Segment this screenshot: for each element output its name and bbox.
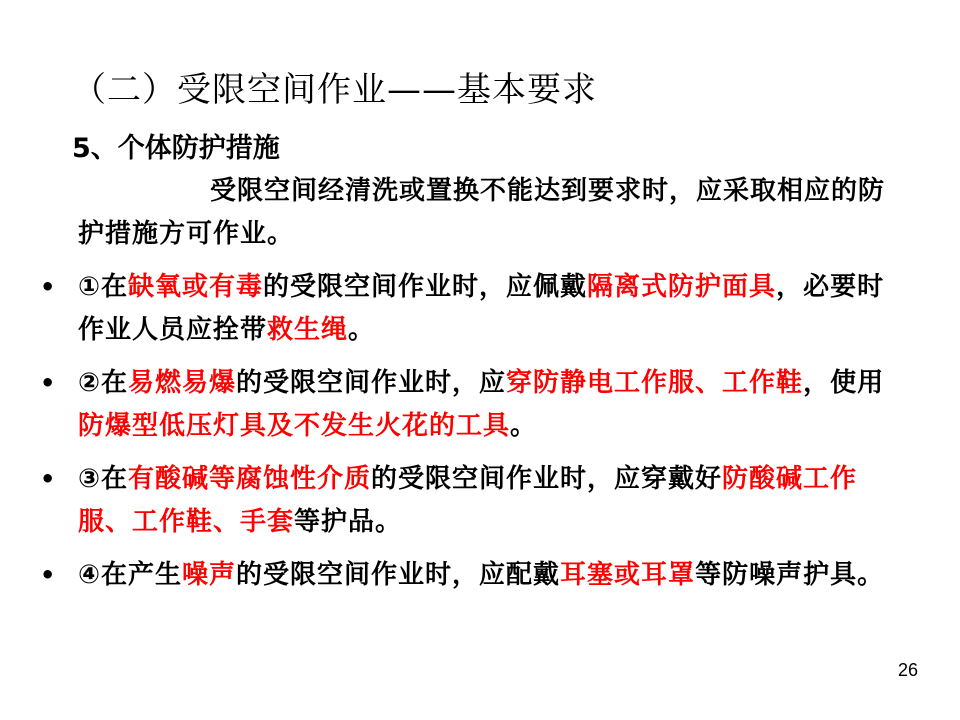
text-run: 的受限空间作业时，应佩戴 — [263, 272, 588, 302]
text-run-emphasis: 耳塞或耳罩 — [560, 560, 696, 590]
text-run-emphasis: 防爆型低压灯具及不发生火花的工具 — [78, 411, 511, 441]
text-run-emphasis: 隔离式防护面具 — [587, 272, 777, 302]
text-run-emphasis: 有酸碱等腐蚀性介质 — [128, 464, 372, 494]
slide-title: （二）受限空间作业——基本要求 — [72, 70, 597, 110]
text-run: 等防噪声护具。 — [695, 560, 885, 590]
text-run-emphasis: 易燃易爆 — [128, 368, 237, 398]
bullet-item — [40, 362, 910, 448]
text-run: 的受限空间作业时，应配戴 — [236, 560, 561, 590]
text-run: ②在 — [78, 368, 129, 398]
text-run-emphasis: 噪声 — [182, 560, 237, 590]
bullet-list — [40, 266, 910, 607]
bullet-dot: • — [40, 465, 57, 493]
text-run: 的受限空间作业时，应 — [236, 368, 507, 398]
text-run-emphasis: 缺氧或有毒 — [128, 272, 264, 302]
text-run: ④在产生 — [78, 560, 183, 590]
text-run-emphasis: 救生绳 — [267, 315, 349, 345]
text-run: 。 — [510, 411, 538, 441]
text-run-emphasis: 防酸碱工作服、工作鞋、手套 — [78, 464, 858, 537]
bullet-item — [40, 458, 910, 544]
text-run: 等护品。 — [294, 507, 403, 537]
bullet-dot: • — [40, 561, 57, 589]
text-run: 的受限空间作业时，应穿戴好 — [371, 464, 723, 494]
intro-paragraph: 受限空间经清洗或置换不能达到要求时，应采取相应的防护措施方可作业。 — [78, 176, 886, 249]
bullet-item — [40, 266, 910, 352]
text-run-emphasis: 穿防静电工作服、工作鞋 — [506, 368, 804, 398]
text-run: ①在 — [78, 272, 129, 302]
bullet-dot: • — [40, 273, 57, 301]
page-number: 26 — [897, 660, 918, 680]
text-run: ，使用 — [803, 368, 885, 398]
text-run: 。 — [348, 315, 376, 345]
bullet-item — [40, 554, 910, 597]
text-run: ③在 — [78, 464, 129, 494]
text-run: ，必要时作业人员应拴带 — [78, 272, 885, 345]
bullet-dot: • — [40, 369, 57, 397]
section-heading: 5、个体防护措施 — [72, 133, 280, 164]
